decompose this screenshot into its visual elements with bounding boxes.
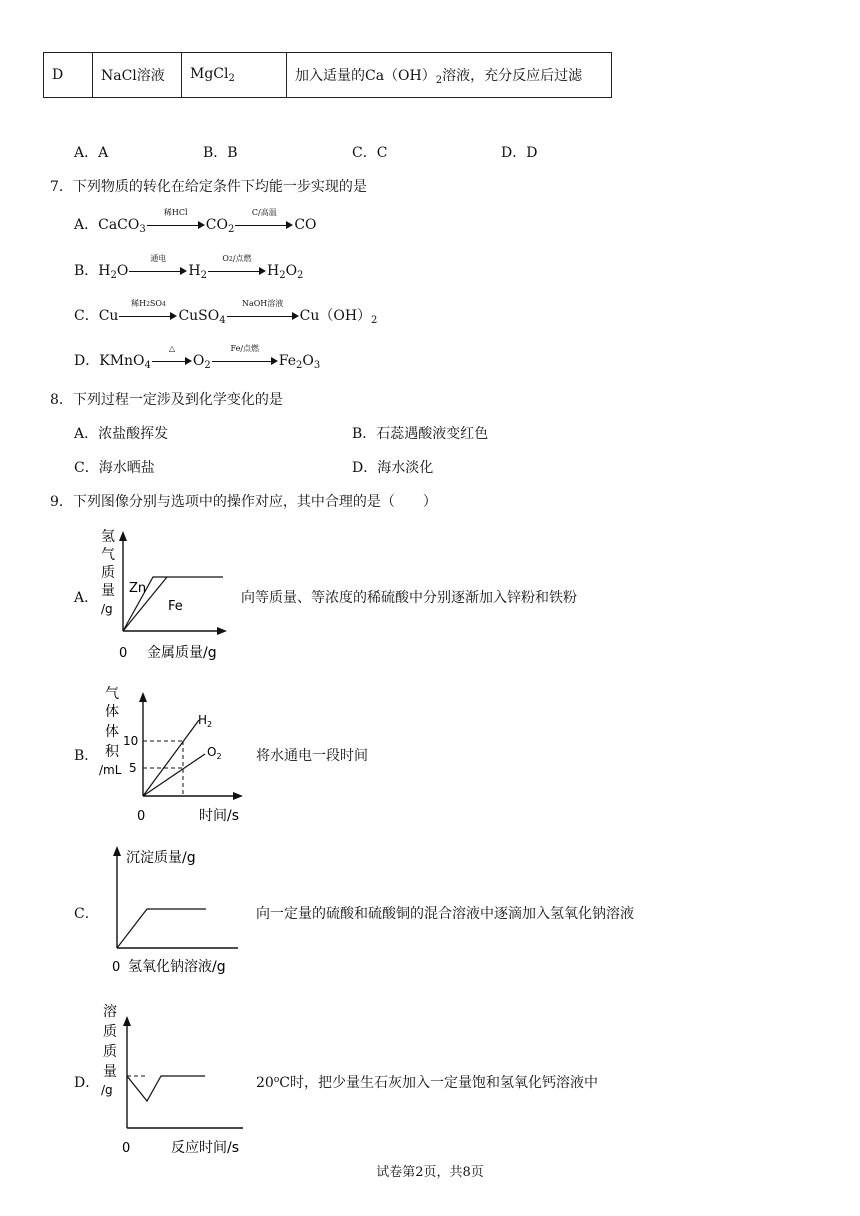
tick-label: 10	[123, 734, 139, 748]
q9-graph-a	[95, 527, 230, 665]
reaction-arrow-icon: 稀H2SO4	[119, 309, 177, 323]
table-cell-option: D	[44, 53, 93, 98]
q9-stem: 9．下列图像分别与选项中的操作对应，其中合理的是（ ）	[50, 494, 437, 510]
origin-label: 0	[119, 646, 128, 661]
x-axis-arrow-icon	[217, 627, 227, 635]
q9-option-b-label: B．	[74, 748, 99, 764]
series-label-zn: Zn	[129, 581, 147, 596]
y-label-char: 体	[105, 724, 119, 740]
q9-option-a-label: A．	[74, 590, 99, 606]
q7-option-a: A．CaCO$_3$ 稀HCl $CO_2$ C/高温 CO	[74, 208, 317, 235]
q9-graph-d	[95, 1000, 255, 1158]
series-line-o2	[143, 754, 205, 796]
y-label-char: /g	[101, 602, 113, 616]
y-label-char: /g	[101, 1083, 113, 1097]
reaction-arrow-icon: C/高温	[235, 218, 293, 232]
page-footer: 试卷第2页，共8页	[376, 1165, 484, 1180]
x-axis-label: 时间/s	[199, 808, 240, 824]
y-label-char: 量	[101, 583, 115, 599]
series-label-o2: $O_2$	[207, 745, 222, 761]
q7-option-d: D．KMnO$_4$ △ $O_2$ Fe/点燃 $Fe_2O_3$	[74, 344, 321, 371]
reaction-arrow-icon: Fe/点燃	[212, 354, 278, 368]
y-label-char: 氢	[101, 529, 115, 545]
series-label-h2: $H_2$	[198, 713, 213, 729]
reaction-arrow-icon: 通电	[129, 264, 187, 278]
y-axis-arrow-icon	[119, 531, 127, 541]
q9-graph-b	[95, 684, 250, 824]
table-cell-impurity: MgCl$_2$	[182, 53, 287, 98]
q8-option-c: C．海水晒盐	[74, 460, 155, 476]
q9-option-a-desc: 向等质量、等浓度的稀硫酸中分别逐渐加入锌粉和铁粉	[241, 590, 577, 606]
reaction-arrow-icon: O2/点燃	[208, 264, 266, 278]
table-cell-method: 加入适量的$Ca(OH)_2$溶液，充分反应后过滤	[287, 53, 612, 98]
q7-option-c: C．Cu 稀H2SO4 CuSO$_4$ NaOH溶液 $Cu(OH)_2$	[74, 299, 378, 326]
q8-option-b: B．石蕊遇酸液变红色	[352, 426, 489, 442]
y-label-char: 体	[105, 704, 119, 720]
y-axis-arrow-icon	[139, 692, 147, 702]
q9-option-d-label: D．	[74, 1075, 100, 1091]
q8-stem: 8．下列过程一定涉及到化学变化的是	[50, 392, 283, 408]
reaction-arrow-icon: △	[152, 354, 192, 368]
q6-option-b: B．B	[203, 145, 238, 161]
y-label-char: 质	[103, 1024, 117, 1040]
q9-option-b-desc: 将水通电一段时间	[256, 748, 368, 764]
q6-option-a: A．A	[74, 145, 109, 161]
q8-option-d: D．海水淡化	[352, 460, 434, 476]
q7-stem: 7．下列物质的转化在给定条件下均能一步实现的是	[50, 179, 367, 195]
series-line	[127, 1076, 205, 1101]
y-label-char: 气	[105, 686, 119, 702]
x-axis-label: 氢氧化钠溶液/g	[128, 959, 226, 975]
y-label-char: 气	[101, 547, 115, 563]
q9-option-c-label: C．	[74, 906, 99, 922]
y-label-char: 质	[103, 1044, 117, 1060]
q9-option-c-desc: 向一定量的硫酸和硫酸铜的混合溶液中逐滴加入氢氧化钠溶液	[256, 906, 634, 922]
y-label-char: 积	[105, 744, 119, 760]
table-row	[44, 53, 612, 98]
series-line-h2	[143, 720, 199, 796]
y-axis-arrow-icon	[113, 846, 121, 856]
q7-option-b: B．$H_2O$ 通电 $H_2$ O2/点燃 $H_2O_2$	[74, 254, 304, 281]
y-label-char: 质	[101, 565, 115, 581]
y-label-char: 溶	[103, 1004, 117, 1020]
options-table	[43, 52, 612, 98]
series-line	[117, 909, 206, 948]
y-axis-label: 沉淀质量/g	[126, 850, 196, 866]
y-axis-arrow-icon	[123, 1016, 131, 1026]
q9-graph-c	[100, 842, 250, 977]
reaction-arrow-icon: 稀HCl	[147, 218, 205, 232]
y-label-char: 量	[103, 1064, 117, 1080]
x-axis-label: 反应时间/s	[171, 1140, 240, 1156]
origin-label: 0	[112, 960, 121, 975]
reaction-arrow-icon: NaOH溶液	[227, 309, 299, 323]
table-cell-substance: NaCl溶液	[93, 53, 182, 98]
origin-label: 0	[122, 1141, 131, 1156]
q6-option-d: D．D	[501, 145, 538, 161]
q9-option-d-desc: 20$^o$C时，把少量生石灰加入一定量饱和氢氧化钙溶液中	[256, 1075, 598, 1091]
origin-label: 0	[137, 809, 146, 824]
y-label-char: /mL	[99, 763, 122, 777]
q8-option-a: A．浓盐酸挥发	[74, 426, 169, 442]
x-axis-arrow-icon	[233, 792, 243, 800]
x-axis-label: 金属质量/g	[147, 645, 217, 661]
series-label-fe: Fe	[168, 599, 183, 614]
tick-label: 5	[129, 761, 137, 775]
q6-option-c: C．C	[352, 145, 388, 161]
